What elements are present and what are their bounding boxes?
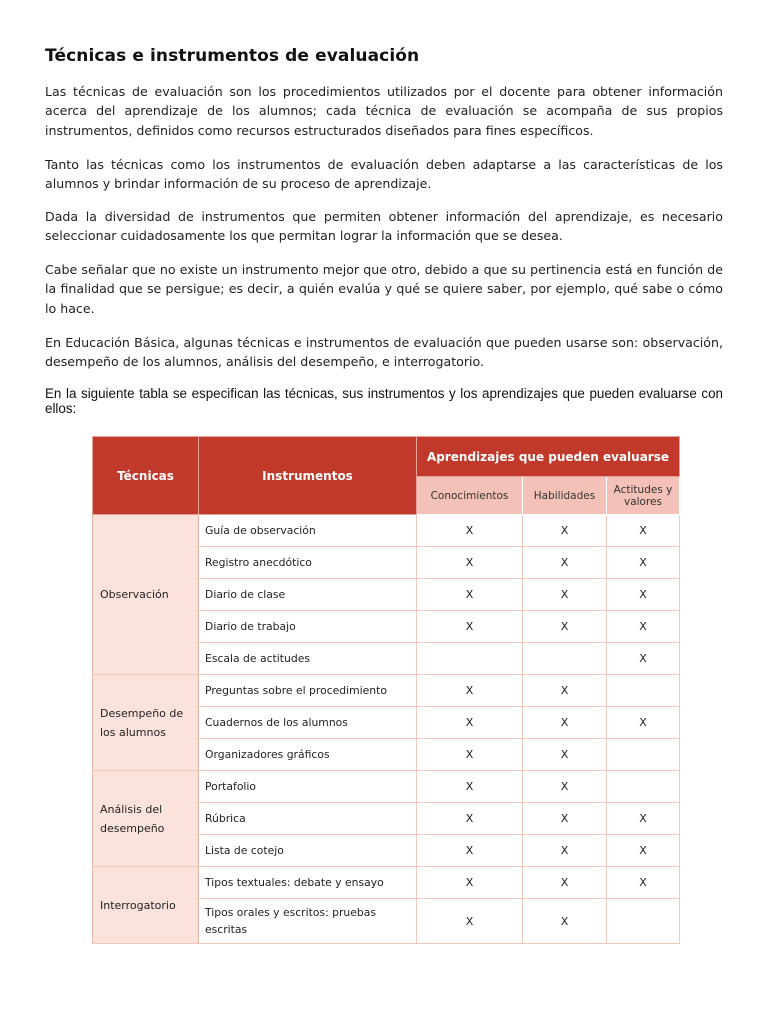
header-habilidades: Habilidades xyxy=(523,477,607,515)
conocimientos-mark: X xyxy=(417,803,523,835)
habilidades-mark: X xyxy=(523,515,607,547)
actitudes-mark xyxy=(607,675,680,707)
paragraph-1: Las técnicas de evaluación son los procedimientos utilizados por el docente para obtener información acerca del aprendizaje de los alumnos; cada técnica de evaluación se acompaña de sus propios instrumentos, definidos como recursos estructurados diseñados para fines específicos. xyxy=(45,84,723,138)
actitudes-mark: X xyxy=(607,547,680,579)
instrumento-cell: Lista de cotejo xyxy=(199,835,417,867)
tecnica-cell: Observación xyxy=(93,515,199,675)
table-row xyxy=(93,771,680,803)
actitudes-mark: X xyxy=(607,867,680,899)
tecnica-cell: Interrogatorio xyxy=(93,867,199,944)
instrumento-cell: Tipos textuales: debate y ensayo xyxy=(199,867,417,899)
conocimientos-mark: X xyxy=(417,739,523,771)
table-row xyxy=(93,675,680,707)
paragraph-4: Cabe señalar que no existe un instrumento mejor que otro, debido a que su pertinencia está en función de la finalidad que se persigue; es decir, a quién evalúa y qué se quiere saber, por ejemplo, qué sabe o cómo lo hace. xyxy=(45,262,723,316)
actitudes-mark: X xyxy=(607,707,680,739)
instrumento-cell: Portafolio xyxy=(199,771,417,803)
conocimientos-mark: X xyxy=(417,771,523,803)
habilidades-mark: X xyxy=(523,611,607,643)
table-body xyxy=(93,515,680,944)
habilidades-mark: X xyxy=(523,835,607,867)
habilidades-mark: X xyxy=(523,867,607,899)
actitudes-mark: X xyxy=(607,579,680,611)
conocimientos-mark: X xyxy=(417,707,523,739)
actitudes-mark: X xyxy=(607,803,680,835)
conocimientos-mark: X xyxy=(417,835,523,867)
instrumento-cell: Rúbrica xyxy=(199,803,417,835)
habilidades-mark: X xyxy=(523,707,607,739)
conocimientos-mark: X xyxy=(417,515,523,547)
header-actitudes: Actitudes y valores xyxy=(607,477,680,515)
actitudes-mark xyxy=(607,739,680,771)
actitudes-mark: X xyxy=(607,835,680,867)
tecnica-cell: Análisis del desempeño xyxy=(93,771,199,867)
table-row xyxy=(93,867,680,899)
header-conocimientos: Conocimientos xyxy=(417,477,523,515)
header-tecnicas: Técnicas xyxy=(93,437,199,515)
instrumento-cell: Escala de actitudes xyxy=(199,643,417,675)
conocimientos-mark: X xyxy=(417,579,523,611)
habilidades-mark: X xyxy=(523,739,607,771)
tecnica-cell: Desempeño de los alumnos xyxy=(93,675,199,771)
actitudes-mark: X xyxy=(607,643,680,675)
actitudes-mark: X xyxy=(607,611,680,643)
habilidades-mark xyxy=(523,643,607,675)
habilidades-mark: X xyxy=(523,771,607,803)
instrumento-cell: Guía de observación xyxy=(199,515,417,547)
actitudes-mark xyxy=(607,771,680,803)
conocimientos-mark: X xyxy=(417,867,523,899)
table-row xyxy=(93,515,680,547)
conocimientos-mark: X xyxy=(417,899,523,944)
page-title: Técnicas e instrumentos de evaluación xyxy=(45,46,420,66)
paragraph-3: Dada la diversidad de instrumentos que permiten obtener información del aprendizaje, es necesario seleccionar cuidadosamente los que permitan lograr la información que se desea. xyxy=(45,209,723,244)
evaluation-table xyxy=(92,436,680,944)
conocimientos-mark: X xyxy=(417,611,523,643)
habilidades-mark: X xyxy=(523,899,607,944)
conocimientos-mark: X xyxy=(417,675,523,707)
instrumento-cell: Tipos orales y escritos: pruebas escritas xyxy=(199,899,417,944)
habilidades-mark: X xyxy=(523,675,607,707)
header-instrumentos: Instrumentos xyxy=(199,437,417,515)
instrumento-cell: Cuadernos de los alumnos xyxy=(199,707,417,739)
instrumento-cell: Organizadores gráficos xyxy=(199,739,417,771)
instrumento-cell: Diario de trabajo xyxy=(199,611,417,643)
habilidades-mark: X xyxy=(523,547,607,579)
paragraph-5: En Educación Básica, algunas técnicas e instrumentos de evaluación que pueden usarse son: observación, desempeño de los alumnos, análisis del desempeño, e interrogatorio. xyxy=(45,335,723,370)
conocimientos-mark xyxy=(417,643,523,675)
actitudes-mark xyxy=(607,899,680,944)
actitudes-mark: X xyxy=(607,515,680,547)
habilidades-mark: X xyxy=(523,579,607,611)
instrumento-cell: Preguntas sobre el procedimiento xyxy=(199,675,417,707)
habilidades-mark: X xyxy=(523,803,607,835)
instrumento-cell: Registro anecdótico xyxy=(199,547,417,579)
header-aprendizajes: Aprendizajes que pueden evaluarse xyxy=(417,437,680,477)
conocimientos-mark: X xyxy=(417,547,523,579)
instrumento-cell: Diario de clase xyxy=(199,579,417,611)
paragraph-6: En la siguiente tabla se especifican las técnicas, sus instrumentos y los aprendizajes que pueden evaluarse con ellos: xyxy=(45,386,723,416)
paragraph-2: Tanto las técnicas como los instrumentos de evaluación deben adaptarse a las características de los alumnos y brindar información de su proceso de aprendizaje. xyxy=(45,157,723,192)
